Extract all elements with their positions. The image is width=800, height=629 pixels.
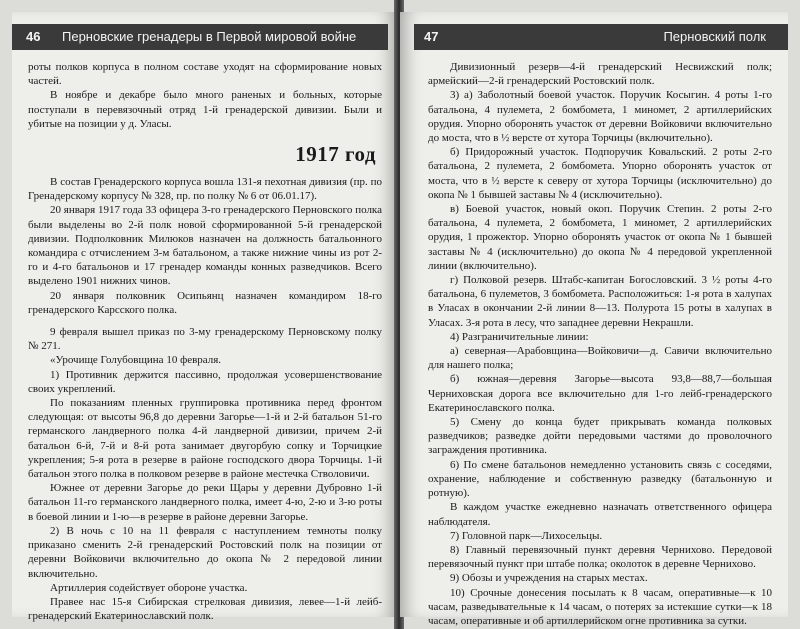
paragraph: В каждом участке ежедневно назначать ответственного офицера наблюдателя.	[428, 501, 772, 528]
paragraph: В ноябре и декабре было много раненых и больных, которые поступали в перевязочный отряд 1-й гренадерской дивизии. Были и убитые на позиции у д. Уласы.	[28, 89, 382, 130]
paragraph: г) Полковой резерв. Штабс-капитан Богословский. 3 ½ роты 4-го батальона, 6 пулеметов, 3 бомбомета. Расположиться: 1-я рота в халупах в Уласах в окончании 2-й линии 8—13. Полурота 15 роты в халупах в Уласах. 3-я рота в лесу, что западнее деревни Некрашли.	[428, 274, 772, 329]
paragraph: роты полков корпуса в полном составе уходят на сформирование новых частей.	[28, 61, 382, 88]
paragraph: а) северная—Арабовщина—Войковичи—д. Савичи включительно для нашего полка;	[428, 345, 772, 372]
paragraph: «Урочище Голубовщина 10 февраля.	[50, 354, 222, 367]
paragraph: В состав Гренадерского корпуса вошла 131-я пехотная дивизия (пр. по Гренадерскому корпусу № 328, пр. по полку № 6 от 06.01.17).	[28, 176, 382, 203]
paragraph: в) Боевой участок, новый окоп. Поручик Степин. 2 роты 2-го батальона, 4 пулемета, 2 бомбомета, 1 миномет, 2 артиллерийских орудия, 1 прожектор. Упорно оборонять участок от окопа № 1 бывшей заставы № 4 (исключительно) до окопа № 4 передовой укрепленной линии (включительно).	[428, 203, 772, 272]
right-page	[400, 12, 788, 627]
paragraph: 1) Противник держится пассивно, продолжая усовершенствование своих укреплений.	[28, 368, 382, 395]
paragraph: 6) По смене батальонов немедленно установить связь с соседями, охранение, наблюдение и собственную разведку (батальонную и ротную).	[428, 458, 772, 500]
paragraph: б) Придорожный участок. Подпоручик Ковальский. 2 роты 2-го батальона, 2 пулемета, 2 бомбомета. Упорно оборонять участок от моста, что в ½ версте к северу от хутора Торчицы (исключительно) до окопа № 1 бывшей заставы № 4 (исключительно).	[428, 146, 772, 201]
paragraph: 4) Разграничительные линии:	[450, 330, 589, 343]
right-page-text	[428, 60, 772, 628]
paragraph: Артиллерия содействует обороне участка.	[50, 581, 248, 594]
paragraph: 9 февраля вышел приказ по 3-му гренадерскому Перновскому полку № 271.	[28, 326, 382, 353]
paragraph: 3) а) Заболотный боевой участок. Поручик Косыгин. 4 роты 1-го батальона, 4 пулемета, 2 бомбомета, 1 миномет, 2 артиллерийских орудия. Упорно оборонять участок от деревни Войковичи включительно до моста, что в ½ версте от хутора Торчицы (включительно).	[428, 89, 772, 145]
page-number: 46	[26, 29, 41, 44]
paragraph: 2) В ночь с 10 на 11 февраля с наступлением темноты полку приказано сменить 2-й гренадерский Ростовский полк на позиции от деревни Войковичи включительно до окопа № 2 передовой линии включительно.	[28, 524, 382, 580]
paragraph: б) южная—деревня Загорье—высота 93,8—88,7—большая Черниховская дорога все включительно для 1-го лейб-гренадерского Екатеринославского полка.	[428, 373, 772, 414]
paragraph: 5) Смену до конца будет прикрывать команда полковых разведчиков; разведке дойти передовыми частями до проволочного заграждения противника.	[428, 416, 772, 457]
paragraph: Правее нас 15-я Сибирская стрелковая дивизия, левее—1-й лейб-гренадерский Екатеринославский полк.	[28, 595, 382, 623]
page-number: 47	[424, 29, 439, 44]
left-page	[12, 12, 396, 623]
running-title: Перновские гренадеры в Первой мировой войне	[62, 29, 357, 44]
right-page-header	[414, 24, 788, 50]
running-title: Перновский полк	[663, 29, 766, 44]
paragraph: 9) Обозы и учреждения на старых местах.	[450, 572, 648, 585]
paragraph: 20 января полковник Осипьянц назначен командиром 18-го гренадерского Карсского полка.	[28, 289, 382, 316]
left-page-header	[12, 24, 388, 50]
paragraph: 10) Срочные донесения посылать к 8 часам, оперативные—к 10 часам, разведывательные к 14 часам, о потерях за истекшие сутки—к 18 часам, оперативные и об артиллерийском огне противника за сутки.	[428, 586, 772, 627]
left-page-text	[28, 60, 382, 623]
paragraph: 8) Главный перевязочный пункт деревня Черниховo. Передовой перевязочный пункт при штабе полка; околоток в деревне Черниховo.	[428, 543, 772, 571]
year-heading: 1917 год	[295, 142, 376, 167]
paragraph: Дивизионный резерв—4-й гренадерский Несвижский полк; армейский—2-й гренадерский Ростовский полк.	[428, 61, 772, 88]
paragraph: 20 января 1917 года 33 офицера 3-го гренадерского Перновского полка были выделены во 2-й полк новой сформированной 5-й гренадерской дивизии. Подполковник Милюков назначен на должность батальонного командира с отчислением 3-м батальоном, а также нижние чины из рот 2-го и 4-го батальонов и 17 гренадер команды конных разведчиков. Всего выделено 1901 нижних чинов.	[28, 204, 382, 288]
paragraph: По показаниям пленных группировка противника перед фронтом следующая: от высоты 96,8 до деревни Загорье—1-й и 2-й батальон 51-го германского ландверного полка 4-й ландверной дивизии, причем 2-й батальон 6-й, 7-й и 8-й рота занимает двугорбую сопку и Торчицкие укрепления; 5-я рота в резерве в районе господского двора Торчицы. 1-й батальон этого полка в полковом резерве в районе местечка Стволовичи.	[28, 397, 382, 481]
paragraph: Южнее от деревни Загорье до реки Щары у деревни Дубровно 1-й батальон 11-го германского ландверного полка, имеет 4-ю, 2-ю и 3-ю роты в боевой линии и 1-ю—в резерве в районе деревни Загорье.	[28, 482, 382, 523]
paragraph: 7) Головной парк—Лихосельцы.	[450, 529, 603, 542]
